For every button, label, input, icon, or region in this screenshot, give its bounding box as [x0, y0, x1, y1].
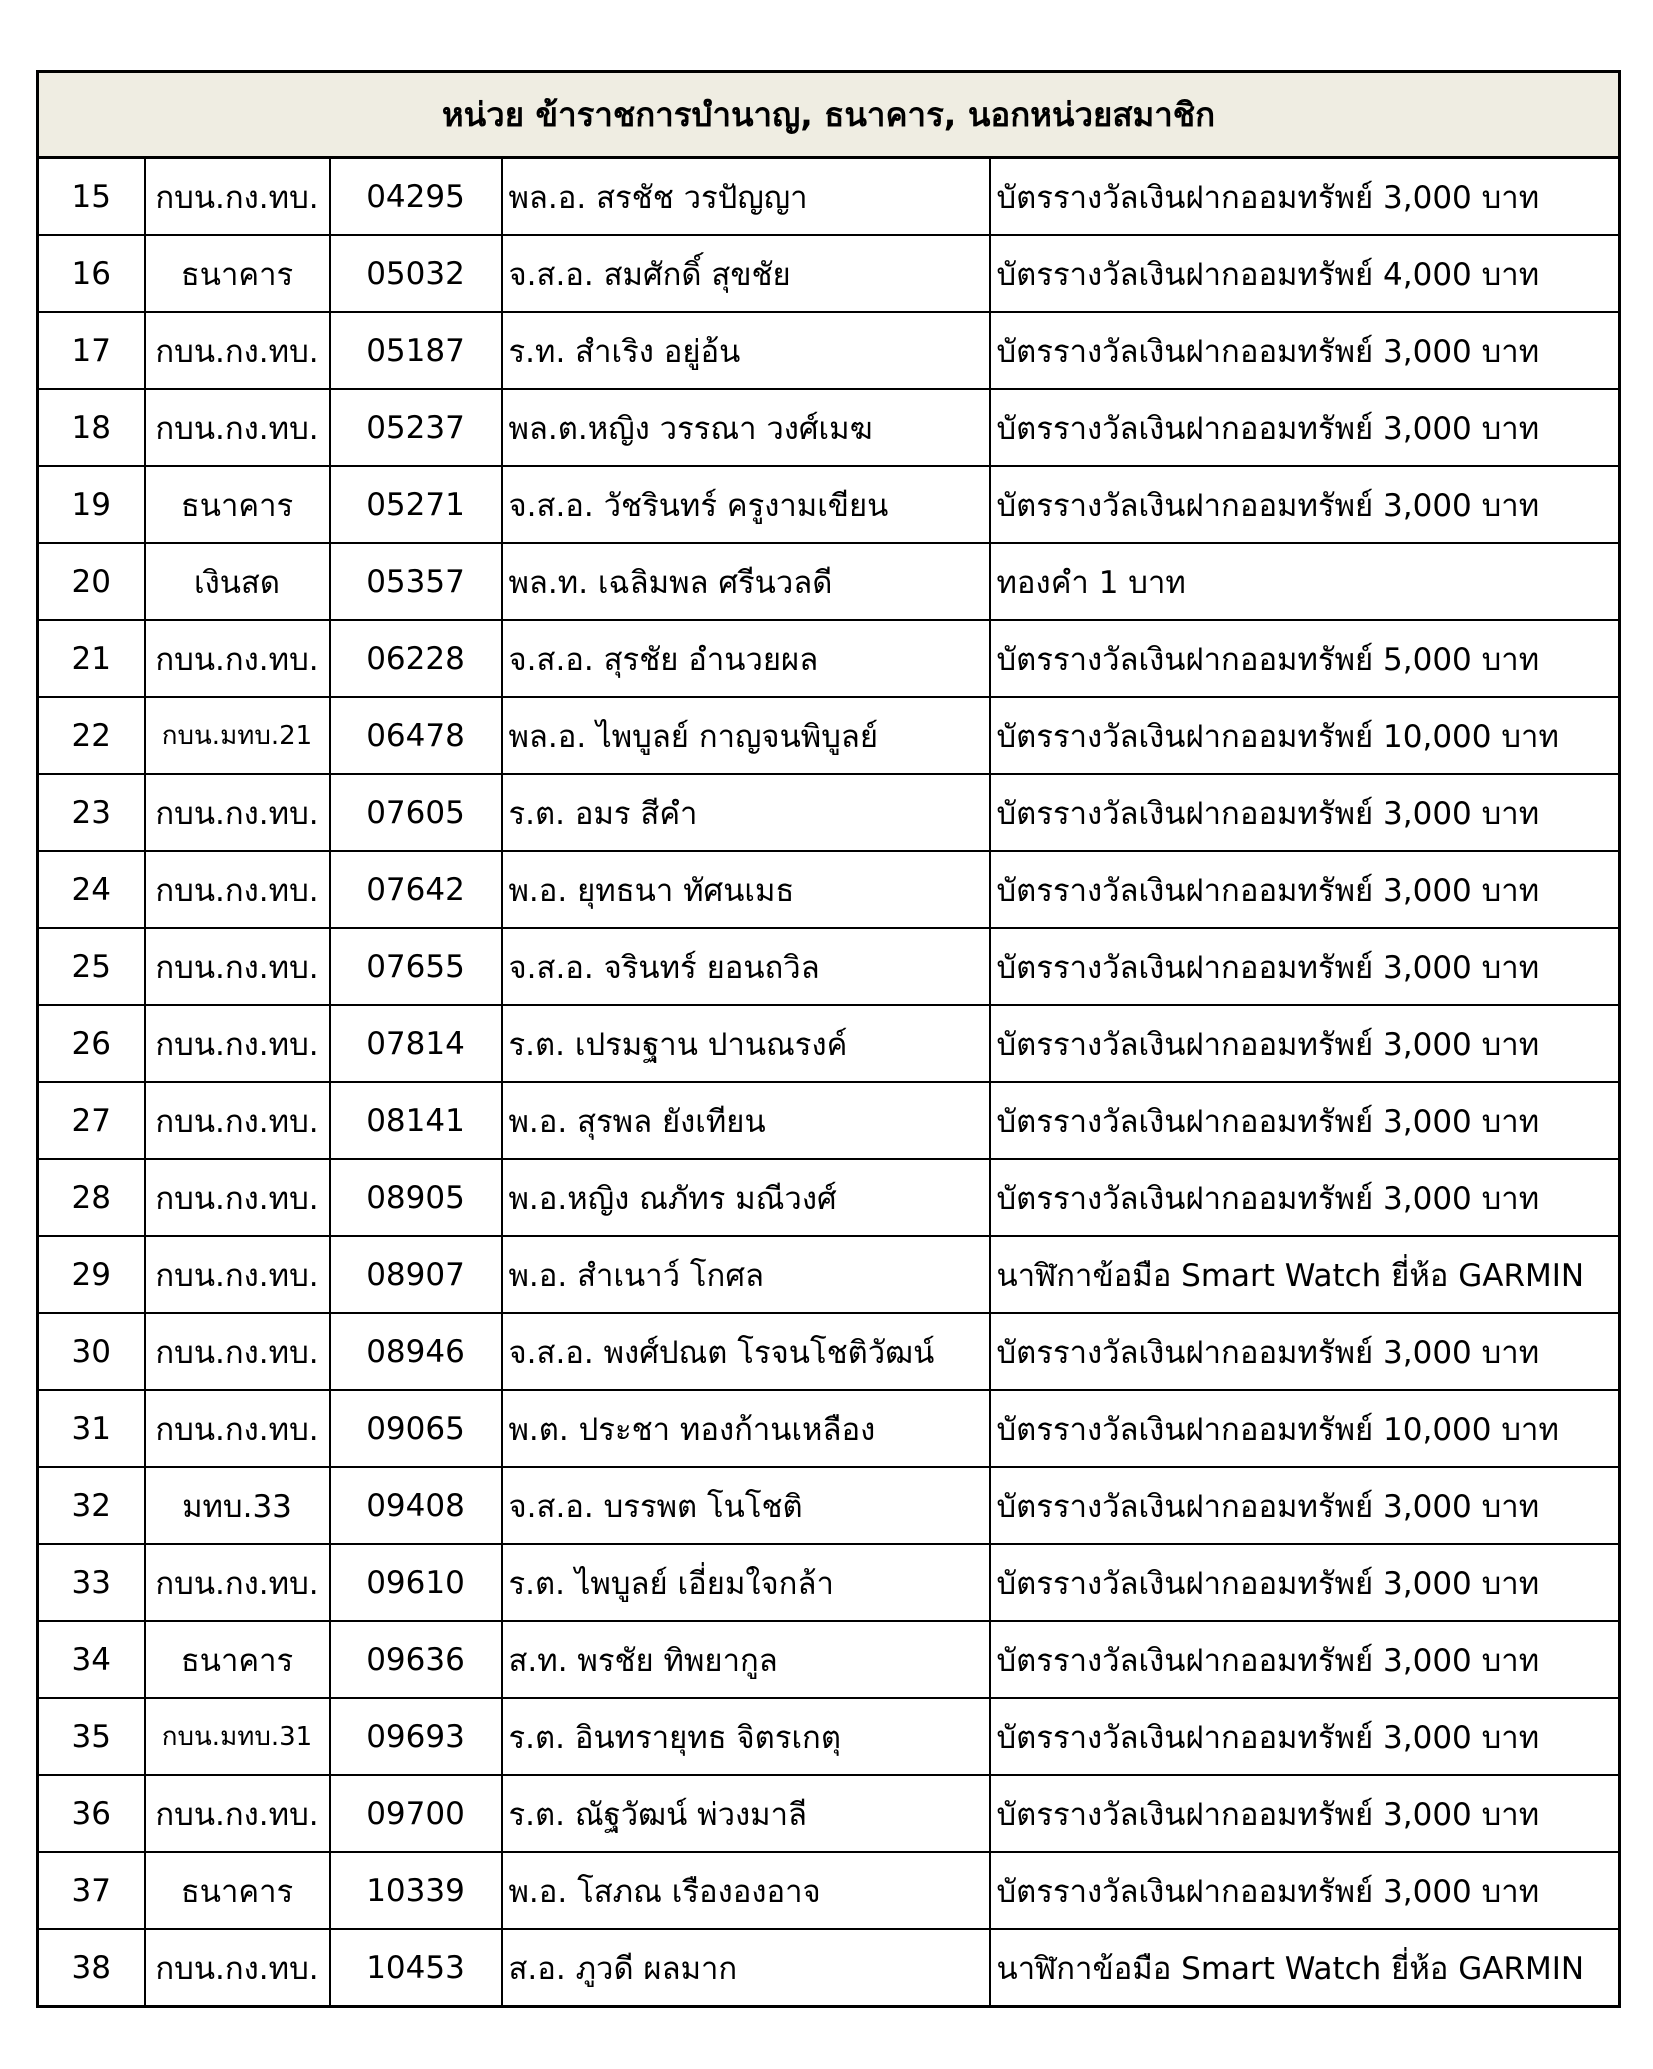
row-number-cell: 32	[38, 1467, 145, 1544]
row-number-cell: 38	[38, 1929, 145, 2007]
member-code-cell: 05187	[330, 312, 502, 389]
member-name-cell: ร.ต. อมร สีคำ	[502, 774, 990, 851]
table-row	[38, 1313, 1620, 1390]
table-row	[38, 1852, 1620, 1929]
member-name-cell: จ.ส.อ. วัชรินทร์ ครูงามเขียน	[502, 466, 990, 543]
prize-cell: บัตรรางวัลเงินฝากออมทรัพย์ 3,000 บาท	[990, 1621, 1620, 1698]
row-number-cell: 37	[38, 1852, 145, 1929]
member-code-cell: 09610	[330, 1544, 502, 1621]
member-name-cell: ร.ต. ไพบูลย์ เอี่ยมใจกล้า	[502, 1544, 990, 1621]
unit-cell: กบน.กง.ทบ.	[145, 851, 330, 928]
member-code-cell: 05271	[330, 466, 502, 543]
row-number-cell: 17	[38, 312, 145, 389]
unit-cell: กบน.กง.ทบ.	[145, 312, 330, 389]
row-number-cell: 31	[38, 1390, 145, 1467]
table-row	[38, 1621, 1620, 1698]
table-row	[38, 697, 1620, 774]
member-code-cell: 07814	[330, 1005, 502, 1082]
row-number-cell: 19	[38, 466, 145, 543]
prize-cell: บัตรรางวัลเงินฝากออมทรัพย์ 3,000 บาท	[990, 1852, 1620, 1929]
table-row	[38, 312, 1620, 389]
table-row	[38, 1544, 1620, 1621]
prize-cell: บัตรรางวัลเงินฝากออมทรัพย์ 3,000 บาท	[990, 1698, 1620, 1775]
member-code-cell: 05357	[330, 543, 502, 620]
row-number-cell: 20	[38, 543, 145, 620]
table-row	[38, 1390, 1620, 1467]
row-number-cell: 16	[38, 235, 145, 312]
member-name-cell: จ.ส.อ. สมศักดิ์ สุขชัย	[502, 235, 990, 312]
prize-winners-table	[36, 70, 1621, 2008]
row-number-cell: 18	[38, 389, 145, 466]
prize-cell: บัตรรางวัลเงินฝากออมทรัพย์ 3,000 บาท	[990, 851, 1620, 928]
prize-cell: บัตรรางวัลเงินฝากออมทรัพย์ 3,000 บาท	[990, 1544, 1620, 1621]
prize-cell: บัตรรางวัลเงินฝากออมทรัพย์ 10,000 บาท	[990, 697, 1620, 774]
table-row	[38, 543, 1620, 620]
prize-cell: บัตรรางวัลเงินฝากออมทรัพย์ 3,000 บาท	[990, 389, 1620, 466]
row-number-cell: 35	[38, 1698, 145, 1775]
unit-cell: กบน.กง.ทบ.	[145, 774, 330, 851]
table-row	[38, 389, 1620, 466]
unit-cell: กบน.กง.ทบ.	[145, 1544, 330, 1621]
unit-cell: กบน.กง.ทบ.	[145, 158, 330, 236]
member-name-cell: จ.ส.อ. พงศ์ปณต โรจนโชติวัฒน์	[502, 1313, 990, 1390]
row-number-cell: 25	[38, 928, 145, 1005]
member-code-cell: 08907	[330, 1236, 502, 1313]
member-name-cell: พ.อ. สำเนาว์ โกศล	[502, 1236, 990, 1313]
member-name-cell: ร.ต. อินทรายุทธ จิตรเกตุ	[502, 1698, 990, 1775]
row-number-cell: 33	[38, 1544, 145, 1621]
member-name-cell: ส.อ. ภูวดี ผลมาก	[502, 1929, 990, 2007]
member-code-cell: 10453	[330, 1929, 502, 2007]
prize-cell: บัตรรางวัลเงินฝากออมทรัพย์ 3,000 บาท	[990, 1082, 1620, 1159]
prize-cell: บัตรรางวัลเงินฝากออมทรัพย์ 3,000 บาท	[990, 1467, 1620, 1544]
row-number-cell: 21	[38, 620, 145, 697]
row-number-cell: 28	[38, 1159, 145, 1236]
member-name-cell: ส.ท. พรชัย ทิพยากูล	[502, 1621, 990, 1698]
table-row	[38, 1929, 1620, 2007]
member-code-cell: 09693	[330, 1698, 502, 1775]
unit-cell: กบน.กง.ทบ.	[145, 1159, 330, 1236]
row-number-cell: 15	[38, 158, 145, 236]
member-name-cell: พ.อ.หญิง ณภัทร มณีวงศ์	[502, 1159, 990, 1236]
unit-cell: กบน.มทบ.21	[145, 697, 330, 774]
row-number-cell: 22	[38, 697, 145, 774]
prize-cell: บัตรรางวัลเงินฝากออมทรัพย์ 10,000 บาท	[990, 1390, 1620, 1467]
table-row	[38, 928, 1620, 1005]
row-number-cell: 34	[38, 1621, 145, 1698]
unit-cell: กบน.กง.ทบ.	[145, 1082, 330, 1159]
table-row	[38, 1159, 1620, 1236]
unit-cell: เงินสด	[145, 543, 330, 620]
member-code-cell: 08141	[330, 1082, 502, 1159]
member-code-cell: 05237	[330, 389, 502, 466]
member-code-cell: 07605	[330, 774, 502, 851]
member-name-cell: จ.ส.อ. บรรพต โนโชติ	[502, 1467, 990, 1544]
table-row	[38, 1698, 1620, 1775]
unit-cell: กบน.กง.ทบ.	[145, 1390, 330, 1467]
table-row	[38, 1082, 1620, 1159]
unit-cell: ธนาคาร	[145, 466, 330, 543]
row-number-cell: 27	[38, 1082, 145, 1159]
member-code-cell: 09065	[330, 1390, 502, 1467]
prize-cell: บัตรรางวัลเงินฝากออมทรัพย์ 3,000 บาท	[990, 928, 1620, 1005]
member-code-cell: 07655	[330, 928, 502, 1005]
row-number-cell: 23	[38, 774, 145, 851]
prize-cell: บัตรรางวัลเงินฝากออมทรัพย์ 3,000 บาท	[990, 1159, 1620, 1236]
member-name-cell: พ.อ. สุรพล ยังเทียน	[502, 1082, 990, 1159]
member-code-cell: 09636	[330, 1621, 502, 1698]
member-code-cell: 07642	[330, 851, 502, 928]
member-code-cell: 06478	[330, 697, 502, 774]
unit-cell: กบน.กง.ทบ.	[145, 1929, 330, 2007]
table-header-row	[38, 72, 1620, 158]
table-row	[38, 1236, 1620, 1313]
table-row	[38, 1467, 1620, 1544]
member-name-cell: ร.ท. สำเริง อยู่อ้น	[502, 312, 990, 389]
prize-cell: บัตรรางวัลเงินฝากออมทรัพย์ 3,000 บาท	[990, 774, 1620, 851]
unit-cell: กบน.กง.ทบ.	[145, 1775, 330, 1852]
member-name-cell: จ.ส.อ. จรินทร์ ยอนถวิล	[502, 928, 990, 1005]
unit-cell: กบน.กง.ทบ.	[145, 1313, 330, 1390]
table-row	[38, 851, 1620, 928]
member-name-cell: พล.ต.หญิง วรรณา วงศ์เมฆ	[502, 389, 990, 466]
unit-cell: ธนาคาร	[145, 1852, 330, 1929]
table-row	[38, 774, 1620, 851]
unit-cell: กบน.กง.ทบ.	[145, 389, 330, 466]
row-number-cell: 36	[38, 1775, 145, 1852]
unit-cell: ธนาคาร	[145, 1621, 330, 1698]
row-number-cell: 26	[38, 1005, 145, 1082]
table-body	[38, 158, 1620, 2007]
member-name-cell: พล.ท. เฉลิมพล ศรีนวลดี	[502, 543, 990, 620]
table-row	[38, 1005, 1620, 1082]
table-row	[38, 158, 1620, 236]
member-code-cell: 09700	[330, 1775, 502, 1852]
member-name-cell: ร.ต. ณัฐวัฒน์ พ่วงมาลี	[502, 1775, 990, 1852]
member-code-cell: 09408	[330, 1467, 502, 1544]
prize-cell: บัตรรางวัลเงินฝากออมทรัพย์ 3,000 บาท	[990, 1775, 1620, 1852]
unit-cell: กบน.กง.ทบ.	[145, 1236, 330, 1313]
table-row	[38, 235, 1620, 312]
prize-cell: บัตรรางวัลเงินฝากออมทรัพย์ 3,000 บาท	[990, 466, 1620, 543]
member-name-cell: จ.ส.อ. สุรชัย อำนวยผล	[502, 620, 990, 697]
unit-cell: กบน.มทบ.31	[145, 1698, 330, 1775]
unit-cell: มทบ.33	[145, 1467, 330, 1544]
member-name-cell: พล.อ. สรชัช วรปัญญา	[502, 158, 990, 236]
row-number-cell: 24	[38, 851, 145, 928]
unit-cell: กบน.กง.ทบ.	[145, 620, 330, 697]
member-code-cell: 10339	[330, 1852, 502, 1929]
prize-cell: บัตรรางวัลเงินฝากออมทรัพย์ 3,000 บาท	[990, 1005, 1620, 1082]
member-code-cell: 06228	[330, 620, 502, 697]
prize-cell: บัตรรางวัลเงินฝากออมทรัพย์ 5,000 บาท	[990, 620, 1620, 697]
prize-cell: บัตรรางวัลเงินฝากออมทรัพย์ 3,000 บาท	[990, 312, 1620, 389]
member-name-cell: พ.ต. ประชา ทองก้านเหลือง	[502, 1390, 990, 1467]
member-name-cell: พล.อ. ไพบูลย์ กาญจนพิบูลย์	[502, 697, 990, 774]
member-name-cell: พ.อ. โสภณ เรืององอาจ	[502, 1852, 990, 1929]
member-name-cell: พ.อ. ยุทธนา ทัศนเมธ	[502, 851, 990, 928]
prize-cell: บัตรรางวัลเงินฝากออมทรัพย์ 3,000 บาท	[990, 158, 1620, 236]
table-row	[38, 620, 1620, 697]
row-number-cell: 30	[38, 1313, 145, 1390]
prize-cell: บัตรรางวัลเงินฝากออมทรัพย์ 3,000 บาท	[990, 1313, 1620, 1390]
table-row	[38, 1775, 1620, 1852]
prize-cell: นาฬิกาข้อมือ Smart Watch ยี่ห้อ GARMIN	[990, 1236, 1620, 1313]
unit-cell: ธนาคาร	[145, 235, 330, 312]
member-code-cell: 04295	[330, 158, 502, 236]
member-code-cell: 08946	[330, 1313, 502, 1390]
row-number-cell: 29	[38, 1236, 145, 1313]
table-row	[38, 466, 1620, 543]
prize-cell: ทองคำ 1 บาท	[990, 543, 1620, 620]
prize-winners-sheet	[36, 70, 1618, 2008]
member-code-cell: 08905	[330, 1159, 502, 1236]
member-name-cell: ร.ต. เปรมฐาน ปานณรงค์	[502, 1005, 990, 1082]
unit-cell: กบน.กง.ทบ.	[145, 928, 330, 1005]
prize-cell: บัตรรางวัลเงินฝากออมทรัพย์ 4,000 บาท	[990, 235, 1620, 312]
unit-cell: กบน.กง.ทบ.	[145, 1005, 330, 1082]
member-code-cell: 05032	[330, 235, 502, 312]
prize-cell: นาฬิกาข้อมือ Smart Watch ยี่ห้อ GARMIN	[990, 1929, 1620, 2007]
table-title: หน่วย ข้าราชการบำนาญ, ธนาคาร, นอกหน่วยสมาชิก	[38, 72, 1620, 158]
